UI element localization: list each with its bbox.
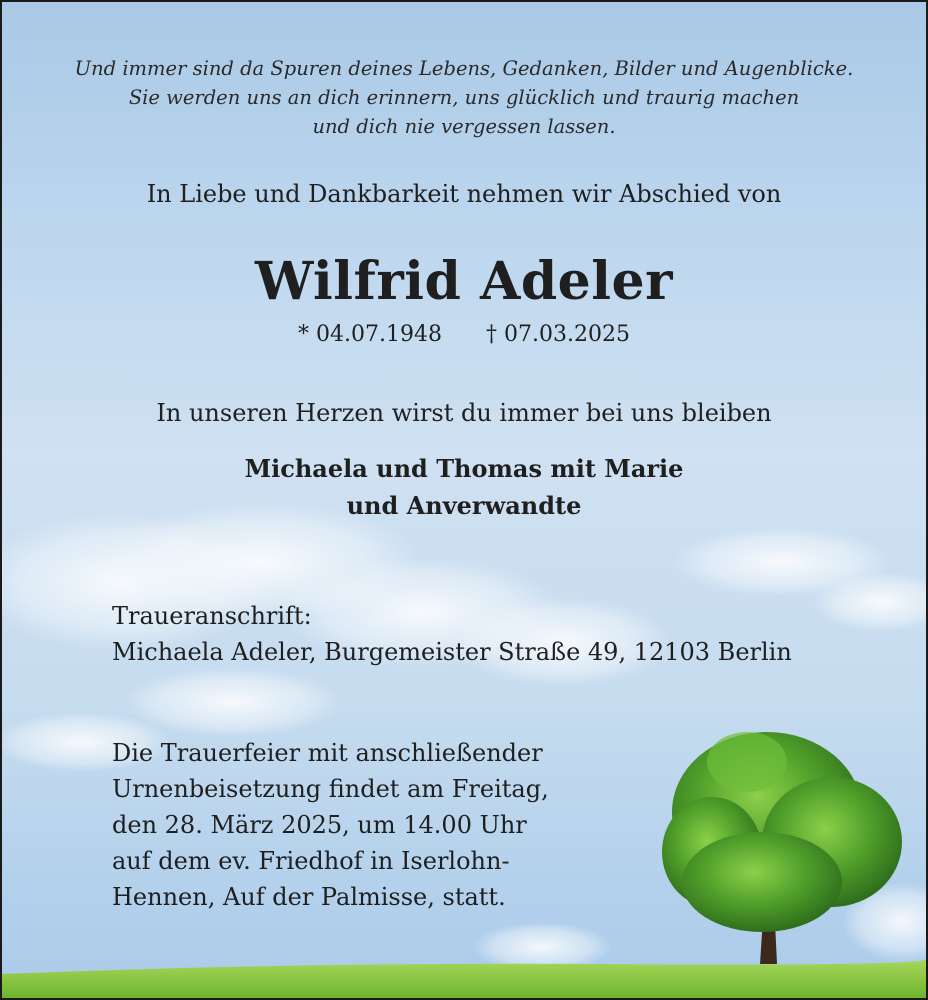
motto-poem bbox=[2, 54, 926, 141]
ceremony-details bbox=[112, 735, 549, 915]
ceremony-line: Hennen, Auf der Palmisse, statt. bbox=[112, 883, 506, 911]
address-label: Traueranschrift: bbox=[112, 602, 312, 630]
motto-line: und dich nie vergessen lassen. bbox=[312, 115, 616, 138]
remembrance-line: In unseren Herzen wirst du immer bei uns bleiben bbox=[156, 399, 772, 427]
intro-line: In Liebe und Dankbarkeit nehmen wir Abschied von bbox=[146, 180, 782, 208]
mourning-address bbox=[112, 598, 792, 670]
birth-date: * 04.07.1948 bbox=[298, 322, 442, 347]
mourners bbox=[2, 450, 926, 524]
mourners-line: und Anverwandte bbox=[346, 491, 582, 520]
deceased-name: Wilfrid Adeler bbox=[255, 251, 673, 312]
ceremony-line: auf dem ev. Friedhof in Iserlohn- bbox=[112, 847, 510, 875]
ceremony-line: den 28. März 2025, um 14.00 Uhr bbox=[112, 811, 527, 839]
motto-line: Sie werden uns an dich erinnern, uns glücklich und traurig machen bbox=[128, 86, 800, 109]
ceremony-line: Die Trauerfeier mit anschließender bbox=[112, 739, 543, 767]
meadow bbox=[2, 960, 926, 998]
motto-line: Und immer sind da Spuren deines Lebens, Gedanken, Bilder und Augenblicke. bbox=[74, 57, 854, 80]
ceremony-line: Urnenbeisetzung findet am Freitag, bbox=[112, 775, 549, 803]
address-value: Michaela Adeler, Burgemeister Straße 49, 12103 Berlin bbox=[112, 638, 792, 666]
life-dates bbox=[2, 320, 926, 350]
death-date: † 07.03.2025 bbox=[486, 322, 630, 347]
mourners-line: Michaela und Thomas mit Marie bbox=[244, 454, 684, 483]
